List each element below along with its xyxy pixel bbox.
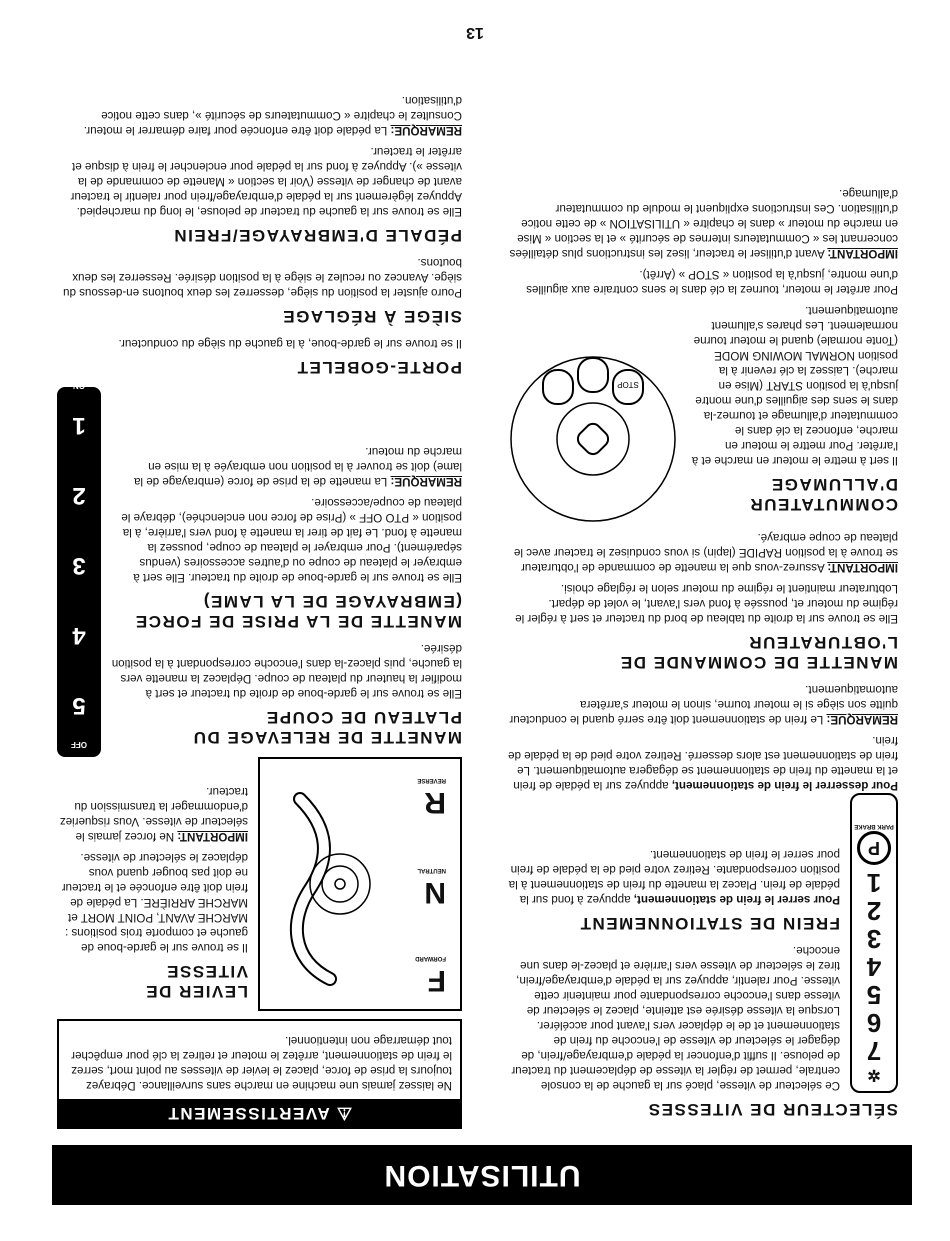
ignition-switch-figure bbox=[508, 354, 678, 524]
forward-symbol: F bbox=[427, 964, 446, 997]
gear-lever-slot-icon bbox=[260, 759, 460, 1009]
pto-note: REMARQUE: La manette de la prise de force (embrayage de la lame) doit se trouver à la position non embrayée à la mise en marche du moteur. bbox=[133, 445, 462, 488]
reverse-label: REVERSE bbox=[417, 777, 446, 783]
gear-lever-heading: LEVIER DE VITESSE bbox=[144, 962, 248, 1001]
ignition-text: Il sert à mettre le moteur en marche et à l'arrêter. Pour mettre le moteur en marche, enfoncez la clé dans le commutateur d'allumage et tournez-la dans le sens des aiguilles d'une montre jusqu'à la position START (Mise en marche). Laissez la clé revenir à la position NORMAL MOWING MODE (Tonte normale) quand le moteur tourne normalement. Les phares s'allument automatiquement. bbox=[691, 304, 898, 467]
parking-brake-release: Pour desserrer le frein de stationnement, appuyez sur la pédale de frein et la manette du frein de stationnement se dégagera automatiquement. Le frein de stationnement est alors desserré. Retirez votre pied de la pédale de frein. bbox=[508, 734, 898, 792]
blade-number: 2 bbox=[72, 482, 86, 509]
neutral-label: NEUTRAL bbox=[417, 867, 446, 873]
section-banner: UTILISATION bbox=[52, 1145, 912, 1205]
speed-number: 3 bbox=[866, 924, 882, 954]
speed-selector-strip bbox=[850, 793, 898, 1093]
blade-number: 4 bbox=[72, 622, 86, 649]
deck-lift-heading: MANETTE DE RELEVAGE DU PLATEAU DE COUPE bbox=[192, 708, 462, 747]
warning-box bbox=[57, 1019, 462, 1129]
right-column bbox=[57, 87, 462, 1129]
clutch-brake-note: REMARQUE: La pédale doit être enfoncée pour faire démarrer le moteur. Consultez le chapitre « Commutateurs de sécurité », dans cette notice d'utilisation. bbox=[83, 94, 462, 137]
ignition-heading: COMMUTATEUR D'ALLUMAGE bbox=[748, 475, 898, 514]
speed-number: 5 bbox=[866, 980, 882, 1010]
blade-number: 3 bbox=[72, 552, 86, 579]
speed-number: 4 bbox=[866, 952, 882, 982]
speed-number: 2 bbox=[866, 896, 882, 926]
pto-heading: MANETTE DE LA PRISE DE FORCE (EMBRAYAGE DE LA LAME) bbox=[134, 592, 462, 631]
gear-lever-figure bbox=[258, 757, 462, 1011]
ignition-important: IMPORTANT: Avant d'utiliser le tracteur, lisez les instructions plus détaillées concernant les « Commutateurs internes de sécurité » et la section « Mise en marche du moteur » dans le chapitre « UTILISATION » de cette notice d'utilisation. Ces instructions expliquent le module du commutateur d'allumage. bbox=[509, 187, 898, 260]
warning-title: ⚠ AVERTISSEMENT bbox=[59, 1099, 460, 1127]
speed-selector-section bbox=[508, 793, 898, 1093]
warning-triangle-icon: ⚠ bbox=[335, 1104, 353, 1123]
speed-selector-text: Ce sélecteur de vitesse, placé sur la gauche de la console centrale, permet de régler la vitesse de déplacement du tracteur de pelouse. Il suffit d'enfoncer la pédale d'embrayage/frein, de dégager le sélecteur de vitesse de l'encoche du frein de stationnement et de le déplacer vers l'avant pour accélérer. Lorsque la vitesse désirée est atteinte, placez le sélecteur de vitesse dans l'encoche correspondante pour maintenir cette vitesse. Pour ralentir, appuyez sur la pédale d'embrayage/frein, tirez le sélecteur de vitesse vers l'arrière et placez-le dans une encoche. bbox=[511, 944, 840, 1092]
blade-engage-strip bbox=[57, 381, 101, 757]
choke-heading: MANETTE DE COMMANDE DE L'OBTURATEUR bbox=[619, 633, 898, 672]
clutch-brake-text: Elle se trouve sur la gauche du tracteur de pelouse, le long du marchepied. Appuyez légèrement sur la pédale d'embrayage/frein pour ralentir le tracteur avant de changer de vitesse (Voir la section « Manette de commande de la vitesse »). Appuyez à fond sur la pédale pour enclencher le frein à disque et arrêter le tracteur. bbox=[70, 145, 462, 218]
reverse-symbol: R bbox=[424, 786, 446, 819]
park-brake-icon: P bbox=[857, 831, 891, 865]
warning-text: Ne laissez jamais une machine en marche sans surveillance. Débrayez toujours la prise de force, placez le levier de vitesses au point mort, serrez le frein de stationnement, arrêtez le moteur et retirez la clé pour empêcher tout démarrage non intentionnel. bbox=[71, 1034, 452, 1092]
speed-selector-heading: SÉLECTEUR DE VITESSES bbox=[647, 1100, 898, 1119]
speed-number: 1 bbox=[866, 868, 882, 898]
gear-speed-icon: ✲ bbox=[867, 1066, 881, 1083]
cup-holder-heading: PORTE-GOBELET bbox=[296, 358, 462, 377]
blade-number: 1 bbox=[72, 412, 86, 439]
pto-on-label: ON bbox=[73, 381, 85, 390]
clutch-brake-heading: PÉDALE D'EMBRAYAGE/FREIN bbox=[172, 226, 462, 245]
gear-lever-important: IMPORTANT: Ne forcez jamais le sélecteur de vitesse. Vous risqueriez d'endommager la transmission du tracteur. bbox=[59, 785, 248, 843]
speed-number: 6 bbox=[866, 1008, 882, 1038]
ignition-stop-label: STOP bbox=[617, 380, 639, 389]
speed-number: 7 bbox=[866, 1036, 882, 1066]
forward-label: FORWARD bbox=[415, 955, 446, 961]
parking-brake-heading: FREIN DE STATIONNEMENT bbox=[579, 914, 840, 933]
pto-off-label: OFF bbox=[71, 740, 87, 749]
neutral-symbol: N bbox=[424, 876, 446, 909]
cup-holder-text: Il se trouve sur le garde-boue, à la gauche du siège du conducteur. bbox=[118, 337, 462, 350]
gear-lever-text: Il se trouve sur le garde-boue de gauche et comporte trois positions : MARCHE AVANT, POINT MORT et MARCHE ARRIÈRE. La pédale de frein doit être enfoncée et le tracteur ne doit pas bouger quand vous déplacez le sélecteur de vitesse. bbox=[61, 851, 248, 954]
ignition-section bbox=[508, 297, 898, 524]
left-column bbox=[508, 180, 898, 1129]
pto-section bbox=[57, 381, 462, 757]
park-brake-label: PARK BRAKE bbox=[854, 823, 894, 829]
parking-brake-note: REMARQUE: Le frein de stationnement doit être serré quand le conducteur quitte son siège si le moteur tourne, sinon le moteur s'arrêtera automatiquement. bbox=[509, 683, 898, 726]
gear-lever-section bbox=[57, 757, 462, 1011]
deck-lift-text: Elle se trouve sur le garde-boue de droite du tracteur et sert à modifier la hauteur du plateau de coupe. Déplacez la manette vers la gauche, puis placez-la dans l'encoche correspondant à la position désirée. bbox=[111, 642, 462, 700]
parking-brake-set: Pour serrer le frein de stationnement, appuyez à fond sur la pédale de frein. Placez la manette du frein de stationnement à la position correspondante. Retirez votre pied de la pédale de frein pour serrer le frein de stationnement. bbox=[508, 848, 840, 906]
seat-heading: SIÈGE À RÉGLAGE bbox=[281, 307, 462, 326]
choke-text: Elle se trouve sur la droite du tableau de bord du tracteur et sert à régler le régime du moteur et, poussée à fond vers l'avant, le volet de départ. Lobturateur maintient le régime du moteur selon le réglage choisi. bbox=[515, 582, 898, 625]
blade-number: 5 bbox=[72, 692, 86, 719]
pto-text: Elle se trouve sur le garde-boue de droite du tracteur. Elle sert à embrayer le plateau de coupe ou d'autres accessoires (vendus séparément). Pour embrayer le plateau de coupe, poussez la manette à fond. Le fait de tirer la manette à fond vers l'arrière, à la position « PTO OFF » (Prise de force non enclenchée), débraye le plateau de coupe/accessoire. bbox=[121, 496, 462, 584]
choke-important: IMPORTANT: Assurez-vous que la manette de commande de l'obturateur se trouve à la position RAPIDE (lapin) si vous conduisez le tracteur avec le plateau de coupe embrayé. bbox=[513, 531, 898, 574]
seat-text: Pouro ajuster la position du siège, desserrez les deux boutons en-dessous du siège. Avancez ou reculez le siège à la position désirée. Resserrez les deux boutons. bbox=[63, 256, 462, 299]
page-number: 13 bbox=[466, 24, 484, 41]
ignition-stop-text: Pour arrêter le moteur, tournez la clé dans le sens contraire aux aiguilles d'une montre, jusqu'à la position « STOP » (Arrêt). bbox=[526, 268, 898, 296]
